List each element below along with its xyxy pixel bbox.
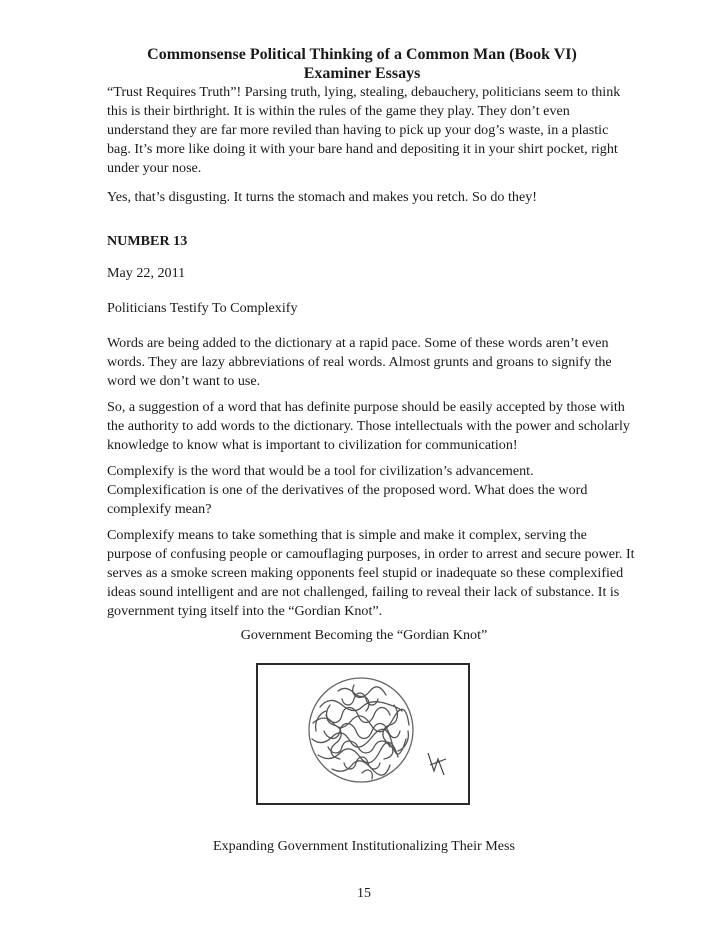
page-number: 15 — [357, 886, 371, 901]
essay-number: NUMBER 13 — [107, 233, 188, 249]
intro-text-1: “Trust Requires Truth”! Parsing truth, lying, stealing, debauchery, politicians seem to think this is their birthright. It is within the rules of the game they play. They don’t even understand they are far more reviled than having to pick up your dog’s waste, in a plastic bag. It’s more like doing it with your bare hand and depositing it in your shirt pocket, right under your nose. — [107, 84, 621, 176]
essay-text-4: Complexify means to take something that is simple and make it complex, serving the purpose of confusing people or camouflaging purposes, in order to arrest and secure power. It serves as a smoke screen making opponents feel stupid or inadequate so these complexified ideas sound intelligent and are not challenged, failing to reveal their lack of substance. It is government tying itself into the “Gordian Knot”. — [107, 527, 635, 619]
essay-title: Politicians Testify To Complexify — [107, 300, 298, 316]
figure-caption-above: Government Becoming the “Gordian Knot” — [240, 627, 488, 643]
essay-paragraph-3 — [107, 462, 635, 519]
gordian-knot-illustration — [256, 663, 470, 805]
essay-text-3: Complexify is the word that would be a tool for civilization’s advancement. Complexification is one of the derivatives of the proposed word. What does the word complexify mean? — [107, 463, 588, 517]
essay-text-2: So, a suggestion of a word that has definite purpose should be easily accepted by those with the authority to add words to the dictionary. Those intellectuals with the power and scholarly knowledge to know what is important to civilization for communication! — [107, 399, 630, 453]
essay-paragraph-1 — [107, 334, 635, 391]
book-title: Commonsense Political Thinking of a Common Man (Book VI) — [147, 46, 577, 63]
gordian-knot-drawing — [258, 665, 468, 803]
essay-date: May 22, 2011 — [107, 265, 186, 281]
essay-text-1: Words are being added to the dictionary at a rapid pace. Some of these words aren’t even words. They are lazy abbreviations of real words. Almost grunts and groans to signify the word we don’t want to use. — [107, 335, 612, 389]
intro-text-2: Yes, that’s disgusting. It turns the stomach and makes you retch. So do they! — [107, 189, 537, 205]
intro-paragraph-1 — [107, 83, 635, 178]
intro-paragraph-2 — [107, 188, 635, 207]
header — [100, 45, 624, 83]
essay-paragraph-4 — [107, 526, 635, 621]
essay-paragraph-2 — [107, 398, 635, 455]
figure-caption-below: Expanding Government Institutionalizing Their Mess — [213, 838, 515, 854]
book-subtitle: Examiner Essays — [303, 65, 421, 82]
